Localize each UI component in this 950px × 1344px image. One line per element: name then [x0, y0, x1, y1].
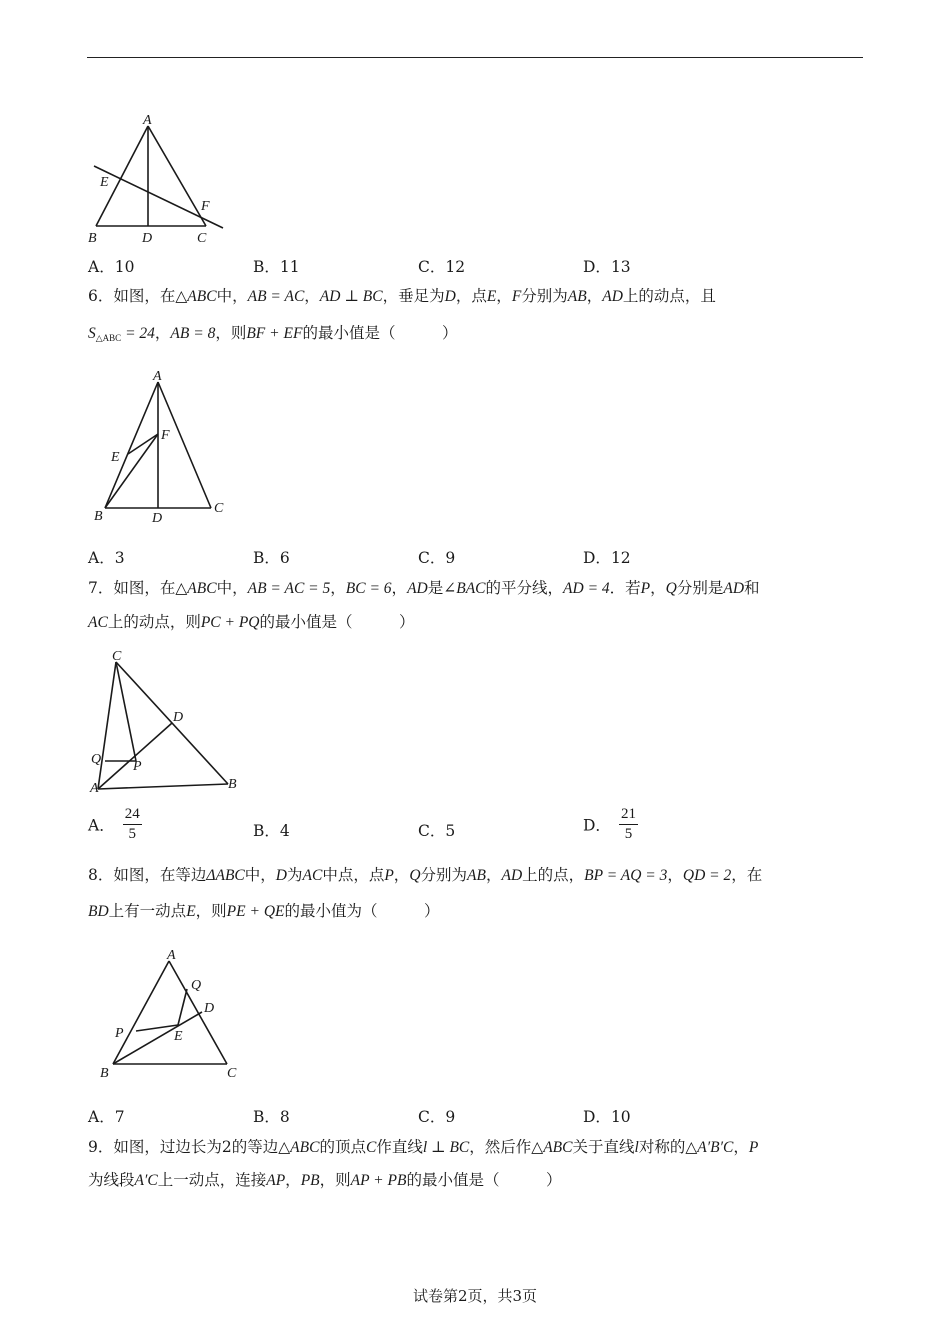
- q5-option-c[interactable]: C．12: [418, 258, 466, 276]
- q8-side-ac: [169, 961, 227, 1064]
- q7-label-b: B: [228, 777, 237, 792]
- q8-segment-qe: [178, 989, 187, 1025]
- q7-label-p: P: [133, 759, 142, 774]
- q6-label-e: E: [111, 450, 120, 465]
- q5-line-ef: [94, 166, 223, 228]
- q8-stem-line2: BD上有一动点E，则PE + QE的最小值为（ ）: [88, 902, 440, 920]
- q5-label-b: B: [88, 231, 97, 246]
- q7-option-d[interactable]: D． $\frac{21}{5}$: [583, 806, 636, 842]
- q7-option-c[interactable]: C．5: [418, 822, 456, 840]
- q6-option-a[interactable]: A．3: [88, 549, 125, 567]
- q8-label-c: C: [227, 1066, 237, 1081]
- q5-side-ac: [148, 126, 206, 226]
- q5-label-e: E: [100, 175, 109, 190]
- q6-label-c: C: [214, 501, 224, 516]
- q8-option-b[interactable]: B．8: [253, 1108, 290, 1126]
- q8-option-d[interactable]: D．10: [583, 1108, 631, 1126]
- q7-option-b[interactable]: B．4: [253, 822, 290, 840]
- q7-option-d-fraction: $\frac{21}{5}$: [620, 806, 636, 842]
- q6-figure: [88, 366, 238, 531]
- q7-label-q: Q: [91, 752, 102, 767]
- q7-option-a-fraction: $\frac{24}{5}$: [124, 806, 140, 842]
- q8-label-b: B: [100, 1066, 109, 1081]
- q7-option-a[interactable]: A． $\frac{24}{5}$: [88, 806, 140, 842]
- q6-stem-line2: $S_{\triangle ABC} = 24$，AB = 8，则BF + EF的最小值是（ ）: [88, 324, 458, 343]
- q5-label-a: A: [143, 113, 152, 128]
- q6-label-f: F: [161, 428, 170, 443]
- q8-label-d: D: [204, 1001, 215, 1016]
- q6-label-d: D: [152, 511, 163, 526]
- q5-option-d[interactable]: D．13: [583, 258, 631, 276]
- q5-option-b[interactable]: B．11: [253, 258, 300, 276]
- q7-side-ac: [98, 662, 116, 789]
- q5-label-d: D: [142, 231, 153, 246]
- q7-segment-cp: [116, 662, 136, 761]
- q8-option-c[interactable]: C．9: [418, 1108, 456, 1126]
- q6-option-c[interactable]: C．9: [418, 549, 456, 567]
- q5-label-c: C: [197, 231, 207, 246]
- q7-label-c: C: [112, 649, 122, 664]
- q8-label-p: P: [115, 1026, 124, 1041]
- q7-figure: [86, 648, 246, 798]
- q7-side-ab: [98, 784, 228, 789]
- q7-label-a: A: [90, 781, 99, 796]
- q7-stem-line2: AC上的动点，则PC + PQ的最小值是（ ）: [88, 613, 415, 631]
- q8-label-e: E: [174, 1029, 183, 1044]
- q8-label-q: Q: [191, 978, 202, 993]
- q7-stem-line1: 7．如图，在△ABC中，AB = AC = 5，BC = 6，AD是∠BAC的平分线，AD = 4．若P，Q分别是AD和: [88, 579, 760, 597]
- q6-option-d[interactable]: D．12: [583, 549, 631, 567]
- q5-label-f: F: [201, 199, 210, 214]
- q7-label-d: D: [173, 710, 184, 725]
- page-footer: 试卷第2页，共3页: [412, 1287, 538, 1305]
- q5-option-a[interactable]: A．10: [88, 258, 135, 276]
- q5-figure: [80, 110, 240, 250]
- header-rule: [87, 57, 863, 58]
- q6-label-a: A: [153, 369, 162, 384]
- q8-option-a[interactable]: A．7: [88, 1108, 125, 1126]
- q9-stem-line2: 为线段A′C上一动点，连接AP，PB，则AP + PB的最小值是（ ）: [88, 1171, 562, 1189]
- q6-side-ac: [158, 382, 211, 508]
- q8-figure: [92, 945, 252, 1085]
- q9-stem-line1: 9．如图，过边长为2的等边△ABC的顶点C作直线l ⊥ BC，然后作△ABC关于直线l对称的△A′B′C，P: [88, 1138, 759, 1156]
- q8-label-a: A: [167, 948, 176, 963]
- q6-option-b[interactable]: B．6: [253, 549, 290, 567]
- q6-stem-line1: 6．如图，在△ABC中，AB = AC，AD ⊥ BC，垂足为D，点E，F分别为AB，AD上的动点，且: [88, 287, 716, 305]
- q8-stem-line1: 8．如图，在等边ΔABC中，D为AC中点，点P，Q分别为AB，AD上的点，BP = AQ = 3，QD = 2，在: [88, 866, 763, 884]
- q6-label-b: B: [94, 509, 103, 524]
